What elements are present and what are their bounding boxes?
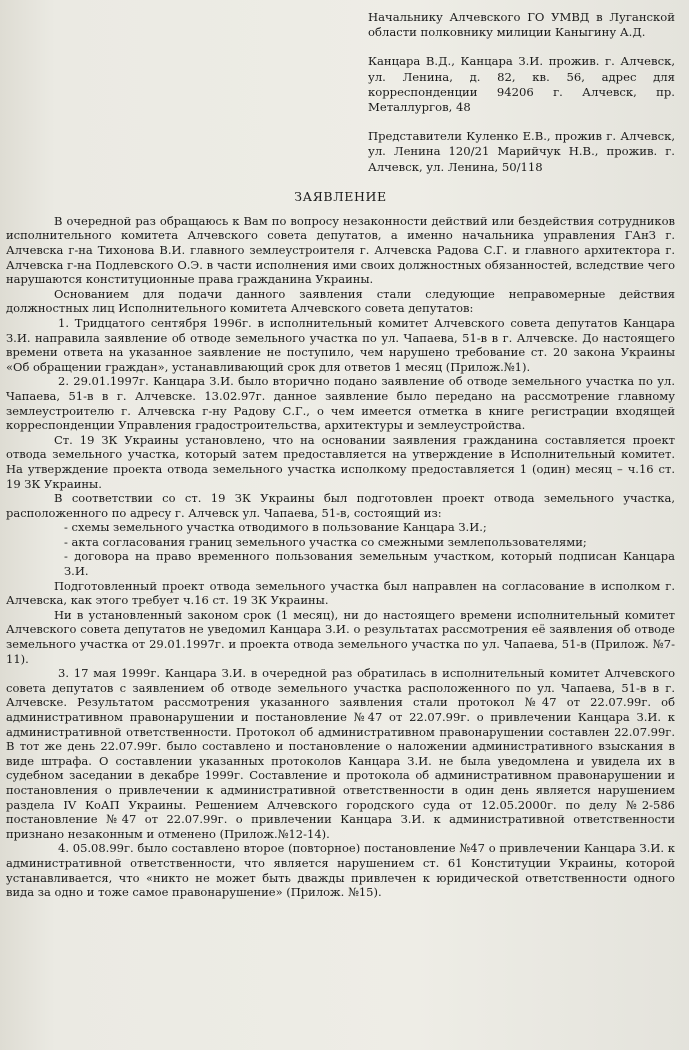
paragraph-item-1: 1. Тридцатого сентября 1996г. в исполнительный комитет Алчевского совета депутатов Канцара З.И. направила заявление об отводе земельного участка по ул. Чапаева, 51-в в г. Алчевске. До настоящего времени ответа на указанное заявление не поступило, чем нарушено требование ст. 20 закона Украины «Об обращении граждан», устанавливающий срок для ответов 1 месяц (Прилож.№1). (6, 315, 675, 374)
paragraph-item-3: 3. 17 мая 1999г. Канцара З.И. в очередной раз обратилась в исполнительный комитет Алчевского совета депутатов с заявлением об отводе земельного участка расположенного по ул. Чапаева, 51-в в г. Алчевске. Результатом рассмотрения указанного заявления стали протокол №47 от 22.07.99г. об административном правонарушении и постановление №47 от 22.07.99г. о привлечении Канцара З.И. к административной ответственности. Протокол об административном правонарушении составлен 22.07.99г. В тот же день 22.07.99г. было составлено и постановление о наложении административного взыскания в виде штрафа. О составлении указанных протоколов Канцара З.И. не была уведомлена и увидела их в судебном заседании в декабре 1999г. Составление и протокола об административном правонарушении и постановления о привлечении к административной ответственности в один день является нарушением раздела IV КоАП Украины. Решением Алчевского городского суда от 12.05.2000г. по делу №2-586 постановление №47 от 22.07.99г. о привлечении Канцара З.И. к административной ответственности признано незаконным и отменено (Прилож.№12-14). (6, 666, 675, 841)
list-item: - схемы земельного участка отводимого в пользование Канцара З.И.; (64, 520, 487, 535)
paragraph-article-19: Ст. 19 ЗК Украины установлено, что на основании заявления гражданина составляется проект отвода земельного участка, который затем предоставляется на утверждение в Исполнительный комитет. На утверждение проекта отвода земельного участка исполкому предоставляется 1 (один) месяц – ч.16 ст. 19 ЗК Украины. (6, 432, 675, 491)
addressee-block (368, 10, 675, 175)
paragraph-intro: В очередной раз обращаюсь к Вам по вопросу незаконности действий или бездействия сотрудников исполнительного комитета Алчевского совета депутатов, а именно начальника управления ГАнЗ г. Алчевска г-на Тихонова В.И. главного землеустроителя г. Алчевска Радова С.Г. и главного архитектора г. Алчевска г-на Подлевского О.Э. в части исполнения ими своих должностных обязанностей, вследствие чего нарушаются конституционные права гражданина Украины. (6, 213, 675, 287)
paragraph-no-response: Ни в установленный законом срок (1 месяц), ни до настоящего времени исполнительный комитет Алчевского совета депутатов не уведомил Канцара З.И. о результатах рассмотрения её заявления об отводе земельного участка от 29.01.1997г. и проекта отвода земельного участка по ул. Чапаева, 51-в (Прилож. №7-11). (6, 607, 675, 666)
paragraph-grounds: Основанием для подачи данного заявления стали следующие неправомерные действия должностных лиц Исполнительного комитета Алчевского совета депутатов: (6, 286, 675, 316)
list-item: - акта согласования границ земельного участка со смежными землепользователями; (64, 534, 587, 549)
paragraph-item-2: 2. 29.01.1997г. Канцара З.И. было вторично подано заявление об отводе земельного участка по ул. Чапаева, 51-в в г. Алчевске. 13.02.97г. данное заявление было передано на рассмотрение главному землеустроителю г. Алчевска г-ну Радову С.Г., о чем имеется отметка в книге регистрации входящей корреспонденции Управления градостроительства, архитектуры и землеустройства. (6, 374, 675, 433)
paragraph-approval: Подготовленный проект отвода земельного участка был направлен на согласование в исполком г. Алчевска, как этого требует ч.16 ст. 19 ЗК Украины. (6, 578, 675, 608)
representatives: Представители Куленко Е.В., прожив г. Алчевск, ул. Ленина 120/21 Марийчук Н.В., прожив. г. Алчевск, ул. Ленина, 50/118 (368, 129, 675, 174)
paragraph-project: В соответствии со ст. 19 ЗК Украины был подготовлен проект отвода земельного участка, расположенного по адресу г. Алчевск ул. Чапаева, 51-в, состоящий из: (6, 491, 675, 520)
recipient: Начальнику Алчевского ГО УМВД в Луганской области полковнику милиции Каныгину А.Д. (368, 10, 675, 40)
document-body (6, 214, 675, 900)
applicant: Канцара В.Д., Канцара З.И. прожив. г. Алчевск, ул. Ленина, д. 82, кв. 56, адрес для корреспонденции 94206 г. Алчевск, пр. Металлургов, 48 (368, 54, 675, 115)
document-title: ЗАЯВЛЕНИЕ (294, 188, 387, 204)
paragraph-item-4: 4. 05.08.99г. было составлено второе (повторное) постановление №47 о привлечении Канцара З.И. к административной ответственности, что является нарушением ст. 61 Конституции Украины, которой устанавливается, что «никто не может быть дважды привлечен к юридической ответственности одного вида за одно и тоже самое правонарушение» (Прилож. №15). (6, 841, 675, 900)
list-item: - договора на право временного пользования земельным участком, который подписан Канцара З.И. (64, 549, 675, 579)
